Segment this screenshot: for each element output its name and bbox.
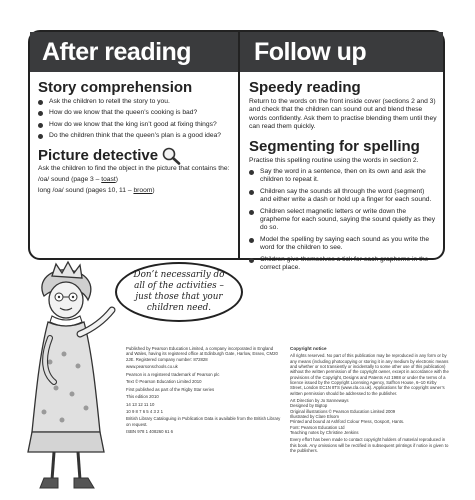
bullet-icon — [249, 190, 254, 195]
sound-clue-1: /oa/ sound (page 3 – toast) — [38, 176, 118, 184]
picture-detective-header — [38, 147, 231, 165]
picture-detective-heading: Picture detective — [38, 147, 159, 165]
speedy-reading-text: Return to the words on the front inside cover (sections 2 and 3) and check that the children can sound out and blend these words confidently. Ask them to practise blending them until they can read them quickly. — [249, 98, 437, 131]
notes-panel — [28, 30, 445, 272]
magnifying-glass-icon — [161, 147, 181, 165]
publisher-info: Published by Pearson Education Limited, a company incorporated in England and Wales, having its registered office at Edinburgh Gate, Harlow, Essex, CM20 2JE. Registered company number: 872828 www.pearsonschools.co.uk Pearson is a registered trademark of Pearson plc Text © Pearson Education Limited 2010 First published as part of the Rigby Star series This edition 2010 14 13 12 11 10 10 9 8 7 6 5 4 3 2 1 British Library Cataloguing in Publication Data is available from the British Library on request. ISBN 978 1 408260 61 6 — [126, 346, 281, 435]
segmenting-heading: Segmenting for spelling — [249, 137, 420, 155]
follow-up-title: Follow up — [240, 32, 443, 72]
list-item: Ask the children to retell the story to you. — [38, 98, 231, 106]
follow-up-column — [240, 32, 443, 272]
bullet-icon — [38, 123, 43, 128]
list-item: How do we know that the king isn’t good at fixing things? — [38, 121, 231, 129]
speedy-reading-heading: Speedy reading — [249, 79, 361, 96]
bullet-icon — [38, 100, 43, 105]
story-comprehension-heading: Story comprehension — [38, 79, 193, 96]
copyright-notice: Copyright notice All rights reserved. No part of this publication may be reproduced in any form or by any means (including photocopying or storing it in any medium by electronic means and whether or not transiently or incidentally to some other use of this publication) without the written permission of the copyright owner, except in accordance with the provisions of the Copyright, Designs and Patents Act 1988 or under the terms of a licence issued by the Copyright Licensing Agency, Saffron House, 6–10 Kirby Street, London EC1N 8TS (www.cla.co.uk). Applications for the copyright owner’s written permission should be addressed to the publisher. Art Direction by Jo Sanneways Designed by Bigtop Original illustrations © Pearson Education Limited 2009 Illustrated by Clare Elsom Printed and bound at Ashford Colour Press, Gosport, Hants. Font: Pearson Education Ltd Teaching notes by Christine Jenkins Every effort has been made to contact copyright holders of material reproduced in this book. Any omissions will be rectified in subsequent printings if notice is given to the publishers. — [290, 346, 449, 453]
list-item: Children select magnetic letters or write down the grapheme for each sound, saying the sound quietly as they do so. — [249, 208, 437, 233]
speech-bubble: Don’t necessarily do all of the activities – just those that your children need. — [115, 262, 243, 322]
queen-illustration — [14, 262, 124, 494]
list-item: How do we know that the queen’s cooking is bad? — [38, 109, 231, 117]
bullet-icon — [249, 170, 254, 175]
list-item: Children give themselves a tick for each grapheme in the correct place. — [249, 256, 437, 273]
after-reading-title: After reading — [30, 32, 238, 72]
segmenting-intro: Practise this spelling routine using the words in section 2. — [249, 156, 419, 164]
list-item: Do the children think that the queen’s plan is a good idea? — [38, 132, 231, 140]
list-item: Say the word in a sentence, then on its own and ask the children to repeat it. — [249, 168, 437, 185]
after-reading-column — [30, 32, 238, 258]
list-item: Model the spelling by saying each sound as you write the word for the children to see. — [249, 236, 437, 253]
bullet-icon — [249, 238, 254, 243]
copyright-heading: Copyright notice — [290, 346, 327, 351]
question-list — [38, 98, 231, 141]
bullet-icon — [38, 111, 43, 116]
bullet-icon — [38, 134, 43, 139]
detective-instructions: Ask the children to find the object in the picture that contains the: — [38, 164, 230, 172]
list-item: Children say the sounds all through the word (segment) and either write a dash or hold up a finger for each sound. — [249, 188, 437, 205]
sound-clue-2: long /oa/ sound (pages 10, 11 – broom) — [38, 187, 155, 195]
bullet-icon — [249, 258, 254, 263]
spelling-steps — [249, 168, 437, 272]
bullet-icon — [249, 210, 254, 215]
